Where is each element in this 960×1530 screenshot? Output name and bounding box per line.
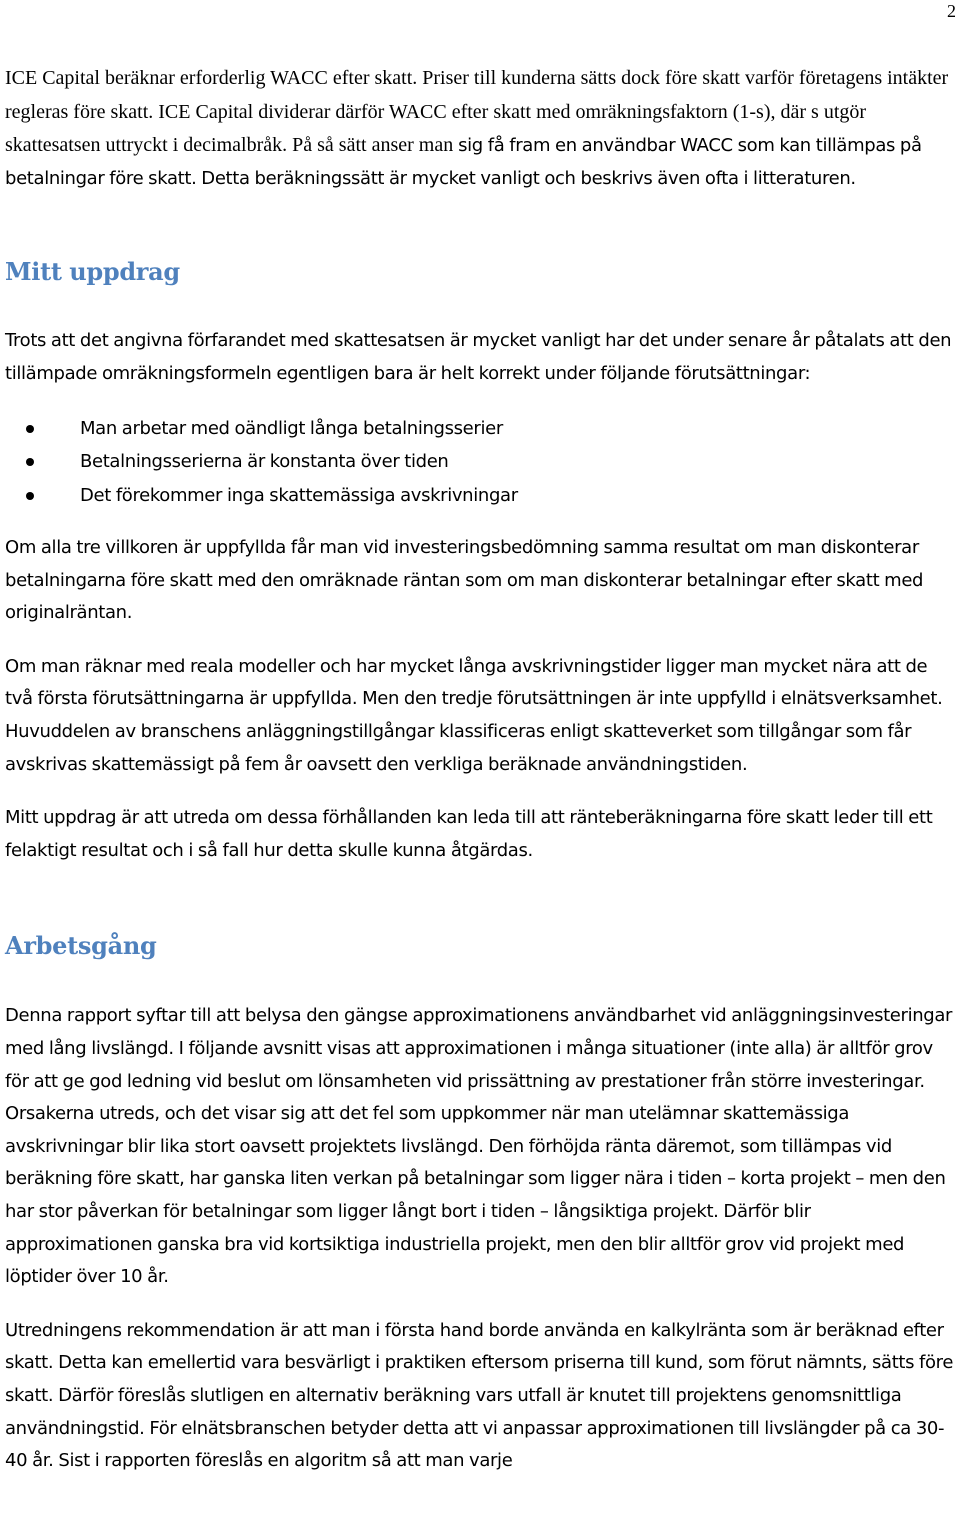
heading-arbetsgang: Arbetsgång	[5, 931, 157, 961]
heading-mitt-uppdrag: Mitt uppdrag	[5, 257, 180, 287]
mitt-paragraph-2: Om alla tre villkoren är uppfyllda får man vid investeringsbedömning samma resultat om man diskonterar betalningarna före skatt med den omräknade räntan som om man diskonterar betalningar efter skatt med originalräntan.	[5, 537, 924, 624]
arbetsgang-paragraph-1: Denna rapport syftar till att belysa den gängse approximationens användbarhet vid anläggningsinvesteringar med lång livslängd. I följande avsnitt visas att approximationen i många situationer (inte alla) är alltför grov för att ge god ledning vid beslut om lönsamheten vid prissättning av prestationer från större investeringar. Orsakerna utreds, och det visar sig att det fel som uppkommer när man utelämnar skattemässiga avskrivningar blir lika stort oavsett projektets livslängd. Den förhöjda ränta däremot, som tillämpas vid beräkning före skatt, har ganska liten verkan på betalningar som ligger nära i tiden – korta projekt – men den har stor påverkan för betalningar som ligger långt bort i tiden – långsiktiga projekt. Därför blir approximationen ganska bra vid kortsiktiga industriella projekt, men den blir alltför grov vid projekt med löptider över 10 år.	[5, 1005, 953, 1288]
conditions-list	[5, 412, 958, 513]
list-item-text: Det förekommer inga skattemässiga avskrivningar	[80, 484, 518, 506]
intro-serif-text: ICE Capital beräknar erforderlig WACC efter skatt. Priser till kunderna sätts dock före skatt varför företagens intäkter regleras före skatt. ICE Capital dividerar därför WACC efter skatt med omräkningsfaktorn (1-s), där s utgör skattesatsen uttryckt i decimalbråk. På så sätt anser man	[5, 67, 949, 157]
page-number: 2	[947, 1, 956, 21]
document-body	[5, 62, 958, 1478]
mitt-paragraph-4: Mitt uppdrag är att utreda om dessa förhållanden kan leda till att ränteberäkningarna före skatt leder till ett felaktigt resultat och i så fall hur detta skulle kunna åtgärdas.	[5, 807, 933, 861]
mitt-paragraph-1: Trots att det angivna förfarandet med skattesatsen är mycket vanligt har det under senare år påtalats att den tillämpade omräkningsformeln egentligen bara är helt korrekt under följande förutsättningar:	[5, 330, 952, 384]
bullet-icon	[26, 425, 34, 433]
bullet-icon	[26, 492, 34, 500]
list-item	[5, 412, 958, 446]
intro-sans-text: sig få fram en användbar WACC som kan tillämpas på betalningar före skatt. Detta beräkningssätt är mycket vanligt och beskrivs även ofta i litteraturen.	[5, 135, 922, 189]
list-item	[5, 445, 958, 479]
list-item	[5, 479, 958, 513]
intro-paragraph	[5, 62, 958, 195]
mitt-paragraph-3: Om man räknar med reala modeller och har mycket långa avskrivningstider ligger man mycket nära att de två första förutsättningarna är uppfyllda. Men den tredje förutsättningen är inte uppfylld i elnätsverksamhet. Huvuddelen av branschens anläggningstillgångar klassificeras enligt skatteverket som tillgångar som får avskrivas skattemässigt på fem år oavsett den verkliga beräknade användningstiden.	[5, 655, 943, 775]
arbetsgang-paragraph-2: Utredningens rekommendation är att man i första hand borde använda en kalkylränta som är beräknad efter skatt. Detta kan emellertid vara besvärligt i praktiken eftersom priserna till kund, som förut nämnts, sätts före skatt. Därför föreslås slutligen en alternativ beräkning vars utfall är knutet till projektens genomsnittliga användningstid. För elnätsbranschen betyder detta att vi anpassar approximationen till livslängder på ca 30-40 år. Sist i rapporten föreslås en algoritm så att man varje	[5, 1319, 954, 1472]
list-item-text: Betalningsserierna är konstanta över tiden	[80, 451, 449, 473]
list-item-text: Man arbetar med oändligt långa betalningsserier	[80, 417, 503, 439]
bullet-icon	[26, 458, 34, 466]
